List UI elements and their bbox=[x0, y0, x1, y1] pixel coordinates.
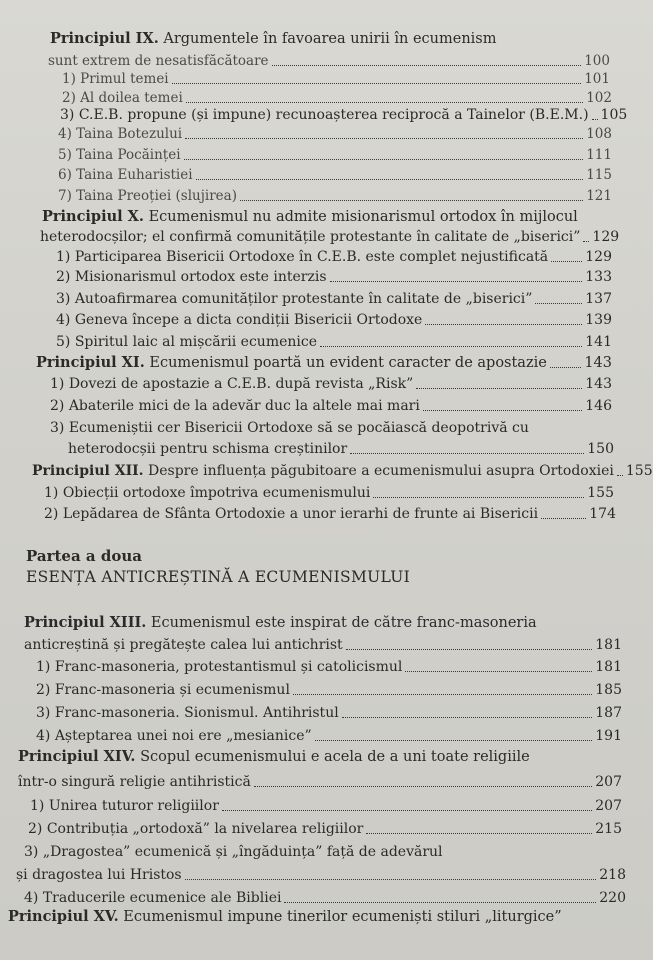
toc-entry bbox=[40, 228, 620, 246]
toc-entry bbox=[56, 290, 612, 308]
entry-text: 3) „Dragostea” ecumenică și „îngăduința” față de adevărul bbox=[24, 844, 443, 860]
page-number: 181 bbox=[595, 637, 622, 653]
principle-label: Principiul XIII. bbox=[24, 614, 147, 631]
principle-label: Principiul IX. bbox=[50, 30, 159, 47]
entry-text: heterodocșilor; el confirmă comunitățile protestante în calitate de „biserici” bbox=[40, 229, 581, 245]
leader-dots bbox=[550, 367, 581, 368]
toc-entry bbox=[56, 248, 612, 266]
toc-entry bbox=[62, 70, 610, 88]
page-number: 139 bbox=[585, 312, 612, 328]
toc-entry bbox=[48, 52, 610, 70]
entry-text: 4) Traducerile ecumenice ale Bibliei bbox=[24, 890, 282, 906]
toc-entry bbox=[44, 484, 614, 502]
page-number: 101 bbox=[584, 71, 610, 87]
entry-text: 3) Autoafirmarea comunităților protestante în calitate de „biserici” bbox=[56, 291, 533, 307]
toc-entry bbox=[58, 166, 612, 184]
entry-text: 1) Unirea tuturor religiilor bbox=[30, 798, 219, 814]
entry-text: sunt extrem de nesatisfăcătoare bbox=[48, 53, 269, 69]
page-number: 181 bbox=[595, 659, 622, 675]
leader-dots bbox=[172, 83, 582, 84]
page-number: 133 bbox=[585, 269, 612, 285]
page-number: 143 bbox=[585, 376, 612, 392]
entry-text: 1) Dovezi de apostazie a C.E.B. după revista „Risk” bbox=[50, 376, 414, 392]
page-number: 207 bbox=[595, 798, 622, 814]
page-number: 146 bbox=[585, 398, 612, 414]
leader-dots bbox=[346, 649, 593, 650]
principle-label: Principiul XII. bbox=[32, 463, 144, 479]
leader-dots bbox=[293, 694, 592, 695]
entry-text: Ecumenismul poartă un evident caracter de apostazie bbox=[144, 355, 547, 371]
toc-entry bbox=[36, 658, 622, 676]
entry-text: 4) Așteptarea unei noi ere „mesianice” bbox=[36, 728, 312, 744]
leader-dots bbox=[342, 717, 593, 718]
entry-text: 6) Taina Euharistiei bbox=[58, 167, 193, 183]
leader-dots bbox=[315, 740, 593, 741]
page-number: 111 bbox=[586, 147, 612, 163]
entry-text: și dragostea lui Hristos bbox=[16, 867, 182, 883]
page-number: 105 bbox=[600, 107, 628, 123]
leader-dots bbox=[330, 281, 583, 282]
leader-dots bbox=[535, 303, 582, 304]
entry-text: 1) Participarea Bisericii Ortodoxe în C.E.B. este complet nejustificată bbox=[56, 249, 549, 265]
leader-dots bbox=[254, 786, 592, 787]
page-number: 187 bbox=[595, 705, 622, 721]
entry-text: anticreștină și pregătește calea lui antichrist bbox=[24, 637, 343, 653]
page-number: 102 bbox=[586, 90, 612, 106]
entry-text: 1) Obiecții ortodoxe împotriva ecumenismului bbox=[44, 485, 371, 501]
leader-dots bbox=[196, 179, 584, 180]
leader-dots bbox=[320, 346, 582, 347]
toc-entry bbox=[50, 397, 612, 415]
leader-dots bbox=[583, 241, 589, 242]
leader-dots bbox=[373, 497, 584, 498]
toc-entry bbox=[58, 125, 612, 143]
page-number: 155 bbox=[625, 463, 653, 479]
entry-text: 3) Franc-masoneria. Sionismul. Antihristul bbox=[36, 705, 339, 721]
page-number: 143 bbox=[584, 355, 612, 371]
toc-entry bbox=[56, 333, 612, 351]
toc-entry bbox=[56, 268, 612, 286]
leader-dots bbox=[184, 159, 584, 160]
entry-text: heterodocșii pentru schisma creștinilor bbox=[68, 441, 348, 457]
entry-text: 4) Geneva începe a dicta condiții Bisericii Ortodoxe bbox=[56, 312, 423, 328]
part-title: ESENȚA ANTICREȘTINĂ A ECUMENISMULUI bbox=[26, 568, 411, 586]
toc-entry bbox=[28, 820, 622, 838]
toc-entry bbox=[58, 187, 612, 205]
toc-heading bbox=[50, 30, 610, 48]
entry-text: 1) Franc-masoneria, protestantismul și catolicismul bbox=[36, 659, 403, 675]
toc-heading bbox=[36, 354, 612, 372]
leader-dots bbox=[185, 879, 597, 880]
entry-text: 2) Al doilea temei bbox=[62, 90, 183, 106]
leader-dots bbox=[551, 261, 582, 262]
page-number: 137 bbox=[585, 291, 612, 307]
principle-label: Principiul X. bbox=[42, 208, 144, 225]
entry-text: 2) Misionarismul ortodox este interzis bbox=[56, 269, 327, 285]
leader-dots bbox=[425, 324, 582, 325]
toc-heading bbox=[32, 462, 653, 480]
page-number: 115 bbox=[586, 167, 612, 183]
entry-text: 5) Spiritul laic al mișcării ecumenice bbox=[56, 334, 318, 350]
toc-entry bbox=[44, 505, 616, 523]
page-number: 215 bbox=[595, 821, 622, 837]
entry-text: într-o singură religie antihristică bbox=[18, 774, 251, 790]
entry-text: 7) Taina Preoției (slujirea) bbox=[58, 188, 237, 204]
principle-label: Principiul XIV. bbox=[18, 748, 136, 765]
toc-entry bbox=[36, 704, 622, 722]
entry-text: 2) Lepădarea de Sfânta Ortodoxie a unor ierarhi de frunte ai Bisericii bbox=[44, 506, 539, 522]
page-number: 141 bbox=[585, 334, 612, 350]
toc-entry bbox=[50, 375, 612, 393]
principle-label: Principiul XV. bbox=[8, 908, 119, 925]
page-number: 129 bbox=[585, 249, 612, 265]
page-number: 218 bbox=[599, 867, 626, 883]
page-number: 150 bbox=[587, 441, 614, 457]
leader-dots bbox=[350, 453, 584, 454]
toc-entry bbox=[36, 727, 622, 745]
toc-entry bbox=[50, 419, 612, 437]
leader-dots bbox=[185, 138, 583, 139]
entry-text: Ecumenismul este inspirat de către franc-masoneria bbox=[146, 615, 537, 631]
entry-text: Despre influența păgubitoare a ecumenismului asupra Ortodoxiei bbox=[143, 463, 614, 479]
toc-entry bbox=[24, 843, 622, 861]
part-label: Partea a doua bbox=[26, 547, 142, 565]
page-number: 100 bbox=[584, 53, 610, 69]
toc-entry bbox=[18, 773, 622, 791]
page-number: 207 bbox=[595, 774, 622, 790]
entry-text: 2) Franc-masoneria și ecumenismul bbox=[36, 682, 290, 698]
toc-heading bbox=[24, 614, 620, 632]
page-number: 155 bbox=[587, 485, 614, 501]
leader-dots bbox=[240, 200, 583, 201]
toc-entry bbox=[68, 440, 614, 458]
toc-heading bbox=[8, 908, 626, 926]
page-number: 174 bbox=[589, 506, 616, 522]
entry-text: 4) Taina Botezului bbox=[58, 126, 183, 142]
toc-entry bbox=[58, 146, 612, 164]
page-number: 108 bbox=[586, 126, 612, 142]
page-number: 121 bbox=[586, 188, 612, 204]
toc-entry bbox=[36, 681, 622, 699]
entry-text: Ecumenismul impune tinerilor ecumeniști stiluri „liturgice” bbox=[118, 909, 562, 925]
leader-dots bbox=[405, 671, 592, 672]
leader-dots bbox=[272, 65, 582, 66]
entry-text: 1) Primul temei bbox=[62, 71, 169, 87]
page-number: 185 bbox=[595, 682, 622, 698]
toc-entry bbox=[30, 797, 622, 815]
toc-entry bbox=[56, 311, 612, 329]
entry-text: 5) Taina Pocăinței bbox=[58, 147, 181, 163]
leader-dots bbox=[186, 102, 583, 103]
toc-heading bbox=[42, 208, 612, 226]
toc-entry bbox=[60, 106, 628, 124]
entry-text: Argumentele în favoarea unirii în ecumenism bbox=[158, 31, 497, 47]
leader-dots bbox=[222, 810, 592, 811]
entry-text: Scopul ecumenismului e acela de a uni toate religiile bbox=[135, 749, 530, 765]
page-number: 191 bbox=[595, 728, 622, 744]
toc-heading bbox=[18, 748, 622, 766]
leader-dots bbox=[416, 388, 582, 389]
toc-entry bbox=[62, 89, 612, 107]
leader-dots bbox=[284, 902, 596, 903]
entry-text: 3) Ecumeniștii cer Bisericii Ortodoxe să se pocăiască deopotrivă cu bbox=[50, 420, 529, 436]
toc-entry bbox=[16, 866, 626, 884]
toc-entry bbox=[24, 636, 622, 654]
entry-text: 2) Contribuția „ortodoxă” la nivelarea religiilor bbox=[28, 821, 364, 837]
leader-dots bbox=[423, 410, 582, 411]
leader-dots bbox=[366, 833, 592, 834]
principle-label: Principiul XI. bbox=[36, 354, 145, 371]
leader-dots bbox=[617, 475, 623, 476]
leader-dots bbox=[541, 518, 586, 519]
entry-text: 2) Abaterile mici de la adevăr duc la altele mai mari bbox=[50, 398, 420, 414]
toc-entry bbox=[24, 889, 626, 907]
entry-text: Ecumenismul nu admite misionarismul ortodox în mijlocul bbox=[143, 209, 578, 225]
page-number: 129 bbox=[592, 229, 620, 245]
entry-text: 3) C.E.B. propune (și impune) recunoașterea reciprocă a Tainelor (B.E.M.) bbox=[60, 107, 589, 123]
leader-dots bbox=[592, 119, 598, 120]
page-number: 220 bbox=[599, 890, 626, 906]
